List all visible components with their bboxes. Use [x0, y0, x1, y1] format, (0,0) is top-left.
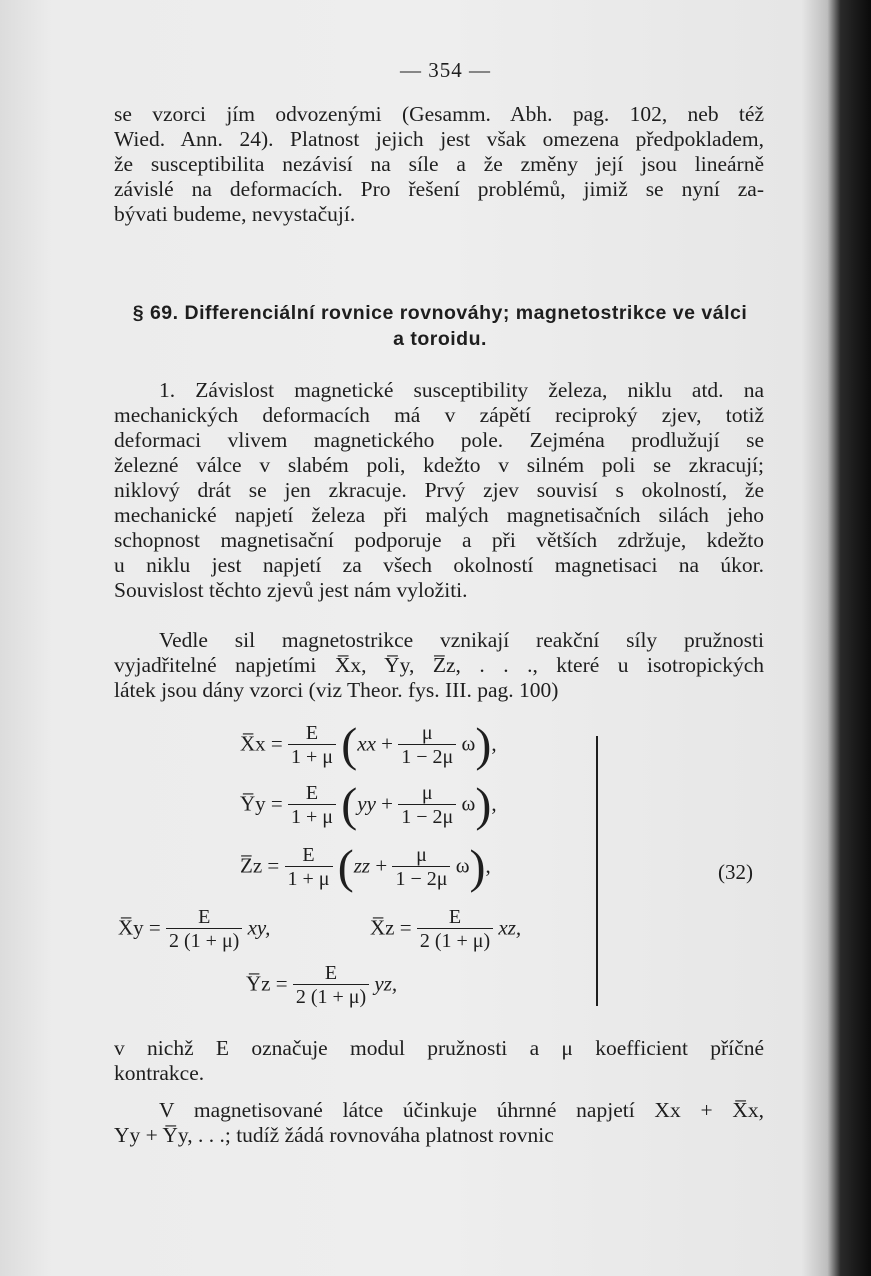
eq-lhs: Y̅z: [246, 971, 271, 996]
fraction: [417, 906, 493, 953]
denominator: 2 (1 + μ): [293, 984, 369, 1009]
equation-yz: Y̅z = $\frac{E}{2 (1 + \mu)}$ yz,: [246, 962, 398, 1008]
eq-lhs: Z̅z: [240, 853, 263, 878]
text-line: že susceptibilita nezávisí na síle a že změny její jsou lineárně: [114, 152, 764, 176]
paragraph-intro: [114, 102, 764, 227]
paragraph-1: [114, 378, 764, 603]
text-line: u niklu jest napjetí za všech okolností magnetisaci na úkor.: [114, 553, 764, 577]
strain-term: xx: [357, 731, 376, 756]
text-line: Yy + Y̅y, . . .; tudíž žádá rovnováha platnost rovnic: [114, 1123, 554, 1147]
omega: ω: [461, 731, 476, 756]
eq-lhs: X̅x: [240, 731, 266, 756]
text-line: látek jsou dány vzorci (viz Theor. fys. III. pag. 100): [114, 678, 559, 702]
right-paren: ): [469, 840, 486, 894]
text-line: mechanické napjetí železa při malých magnetisačních silách jeho: [114, 503, 764, 527]
text-line: v nichž E označuje modul pružnosti a μ koefficient příčné: [114, 1036, 764, 1060]
strain-term: zz: [353, 853, 371, 878]
text-line: bývati budeme, nevystačují.: [114, 202, 356, 226]
text-line: V magnetisované látce účinkuje úhrnné napjetí Xx + X̅x,: [159, 1098, 764, 1122]
equation-number: (32): [718, 860, 753, 884]
text-line: 1. Závislost magnetické susceptibility železa, niklu atd. na: [159, 378, 764, 402]
equation-yy: Y̅y = $\frac{E}{1 + \mu}$ (yy + $\frac{\mu}{1 - 2\mu}$ ω),: [240, 778, 497, 832]
omega: ω: [455, 853, 470, 878]
numerator: E: [198, 906, 211, 928]
text-line: mechanických deformacích má v zápětí reciproký zjev, totiž: [114, 403, 764, 427]
denominator: 1 + μ: [288, 744, 336, 769]
eq-lhs: X̅z: [370, 915, 395, 940]
paragraph-4: [114, 1098, 764, 1148]
numerator: E: [305, 782, 319, 804]
fraction: [398, 782, 456, 829]
text-line: kontrakce.: [114, 1061, 205, 1085]
eq-lhs: X̅y: [118, 915, 144, 940]
denominator: 1 − 2μ: [392, 866, 450, 891]
section-heading-line-2: a toroidu.: [393, 328, 487, 350]
fraction: [392, 844, 450, 891]
text-line: železné válce v slabém poli, kdežto v silném poli se zkracují;: [114, 453, 764, 477]
fraction: [285, 844, 333, 891]
numerator: E: [305, 722, 319, 744]
denominator: 2 (1 + μ): [417, 928, 493, 953]
text-line: Vedle sil magnetostrikce vznikají reakční síly pružnosti: [159, 628, 764, 652]
denominator: 1 − 2μ: [398, 744, 456, 769]
strain-term: xy,: [247, 915, 271, 940]
denominator: 1 + μ: [285, 866, 333, 891]
text-line: Souvislost těchto zjevů jest nám vyložiti.: [114, 578, 468, 602]
equation-xz: X̅z = $\frac{E}{2 (1 + \mu)}$ xz,: [370, 906, 522, 952]
paragraph-2: [114, 628, 764, 703]
text-line: vyjadřitelné napjetími X̅x, Y̅y, Z̅z, . . ., které u isotropických: [114, 653, 764, 677]
text-line: Wied. Ann. 24). Platnost jejich jest však omezena předpokladem,: [114, 127, 764, 151]
numerator: μ: [421, 782, 433, 804]
paragraph-3: [114, 1036, 764, 1086]
numerator: E: [302, 844, 315, 866]
denominator: 2 (1 + μ): [166, 928, 242, 953]
text-line: schopnost magnetisační podporuje a při větších zdržuje, kdežto: [114, 528, 764, 552]
strain-term: yy: [357, 791, 376, 816]
section-heading: [130, 300, 750, 352]
omega: ω: [461, 791, 476, 816]
equation-brace: [596, 736, 604, 1006]
fraction: [166, 906, 242, 953]
equation-zz: Z̅z = $\frac{E}{1 + \mu}$ (zz + $\frac{\mu}{1 - 2\mu}$ ω),: [240, 840, 491, 894]
left-paren: (: [337, 840, 354, 894]
denominator: 1 + μ: [288, 804, 336, 829]
right-paren: ): [475, 778, 492, 832]
text-line: závislé na deformacích. Pro řešení problémů, jimiž se nyní za-: [114, 177, 764, 201]
eq-lhs: Y̅y: [240, 791, 266, 816]
fraction: [288, 722, 336, 769]
strain-term: xz,: [498, 915, 522, 940]
fraction: [398, 722, 456, 769]
left-paren: (: [341, 778, 358, 832]
numerator: μ: [421, 722, 433, 744]
left-paren: (: [341, 718, 358, 772]
numerator: E: [324, 962, 338, 984]
equation-xx: X̅x = $\frac{E}{1 + \mu}$ (xx + $\frac{\mu}{1 - 2\mu}$ ω),: [240, 718, 497, 772]
right-paren: ): [475, 718, 492, 772]
text-line: deformaci vlivem magnetického pole. Zejména prodlužují se: [114, 428, 764, 452]
equation-xy: X̅y = $\frac{E}{2 (1 + \mu)}$ xy,: [118, 906, 271, 952]
text-line: se vzorci jím odvozenými (Gesamm. Abh. pag. 102, neb též: [114, 102, 764, 126]
section-heading-line-1: § 69. Differenciální rovnice rovnováhy; magnetostrikce ve válci: [132, 302, 748, 324]
fraction: [288, 782, 336, 829]
fraction: [293, 962, 369, 1009]
denominator: 1 − 2μ: [398, 804, 456, 829]
page-number: — 354 —: [400, 58, 491, 82]
numerator: μ: [416, 844, 427, 866]
numerator: E: [448, 906, 462, 928]
text-line: niklový drát se jen zkracuje. Prvý zjev souvisí s okolností, že: [114, 478, 764, 502]
strain-term: yz,: [374, 971, 398, 996]
